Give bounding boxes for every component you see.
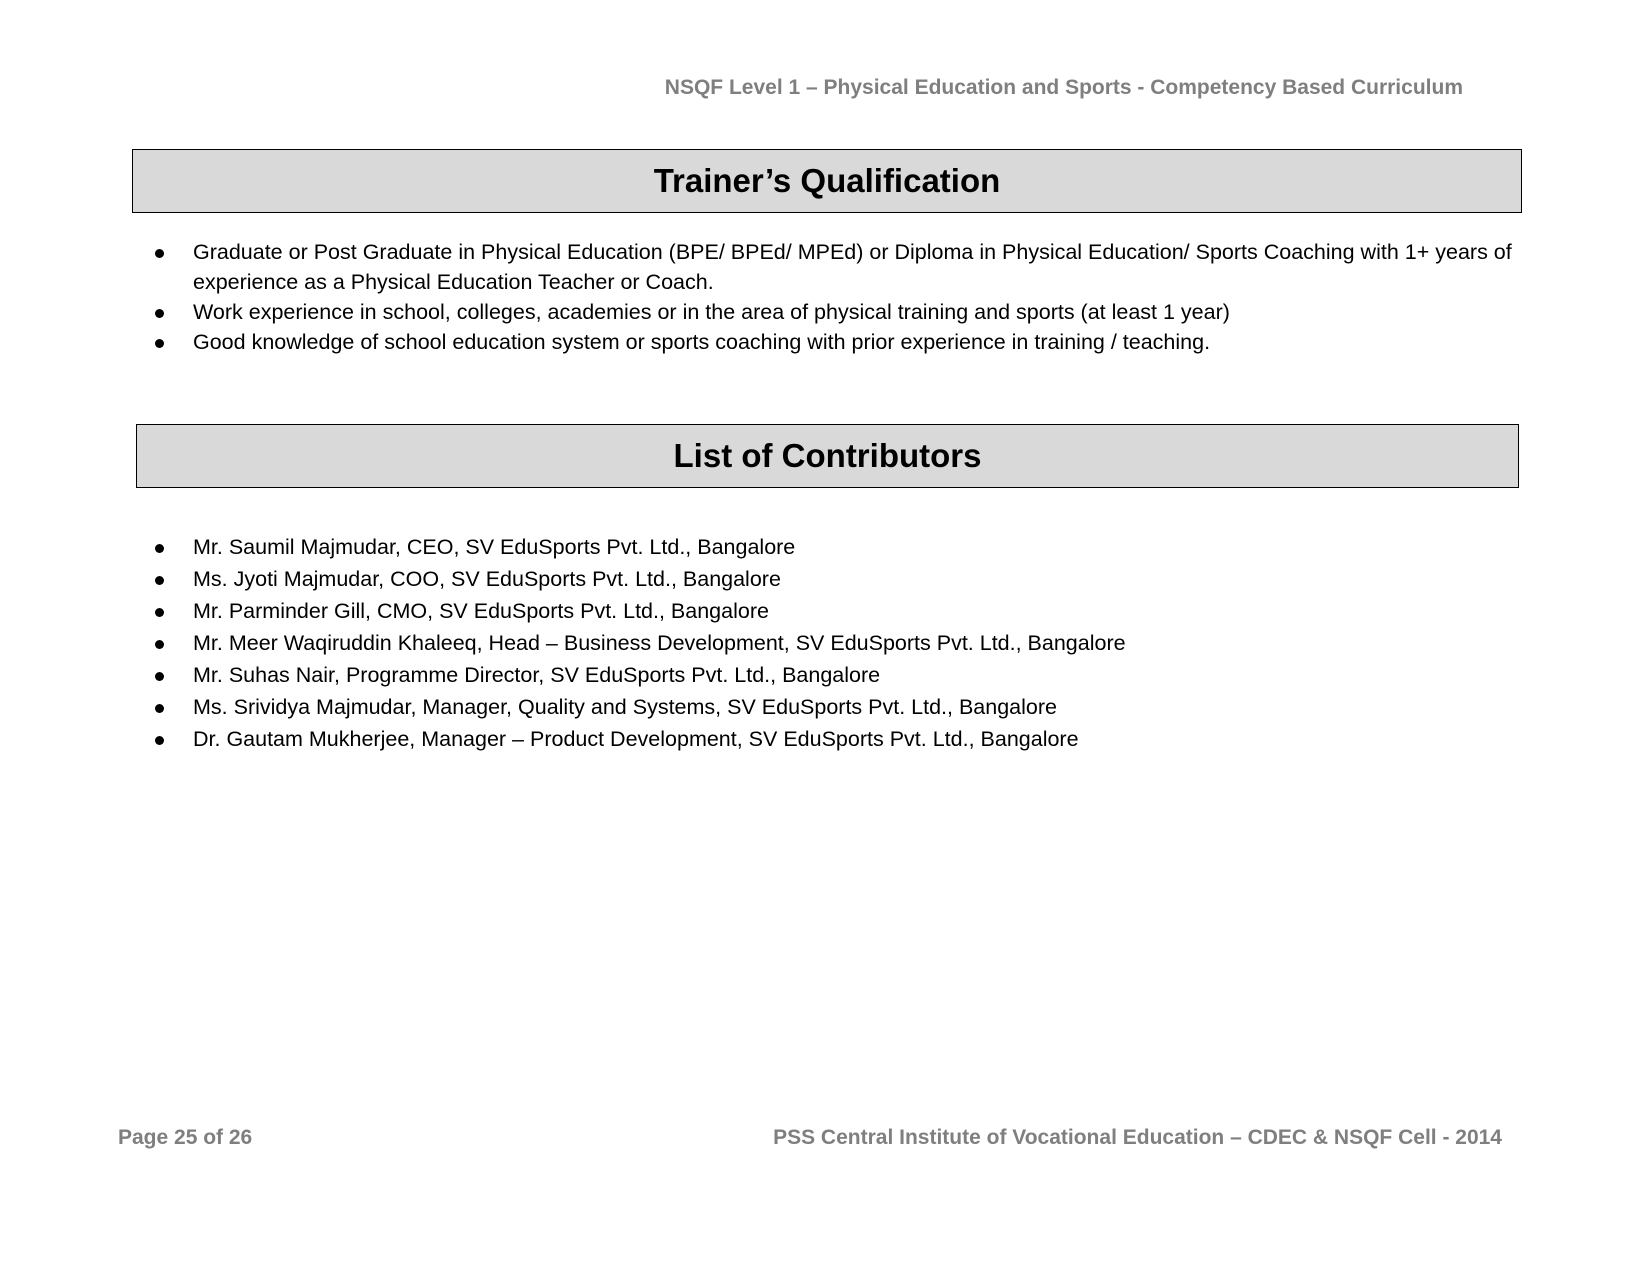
- list-item-text: Dr. Gautam Mukherjee, Manager – Product Development, SV EduSports Pvt. Ltd., Bangalore: [193, 727, 1079, 751]
- contributors-list: [193, 532, 1513, 756]
- footer-institute: PSS Central Institute of Vocational Education – CDEC & NSQF Cell - 2014: [773, 1126, 1502, 1149]
- list-item-text: Mr. Saumil Majmudar, CEO, SV EduSports Pvt. Ltd., Bangalore: [193, 535, 796, 559]
- list-item: [193, 237, 1538, 297]
- list-item: [193, 532, 1513, 564]
- list-item-text: Mr. Suhas Nair, Programme Director, SV EduSports Pvt. Ltd., Bangalore: [193, 663, 881, 687]
- list-item-text: Good knowledge of school education system or sports coaching with prior experience in training / teaching.: [193, 330, 1211, 354]
- bullet-icon: [155, 672, 164, 681]
- list-item-text: Ms. Srividya Majmudar, Manager, Quality and Systems, SV EduSports Pvt. Ltd., Bangalore: [193, 695, 1057, 719]
- bullet-icon: [155, 736, 164, 745]
- bullet-icon: [155, 640, 164, 649]
- list-item: [193, 297, 1538, 327]
- trainer-qualification-list: [193, 237, 1538, 357]
- bullet-icon: [155, 544, 164, 553]
- bullet-icon: [155, 309, 164, 318]
- list-item-text: Mr. Meer Waqiruddin Khaleeq, Head – Business Development, SV EduSports Pvt. Ltd., Bangalore: [193, 631, 1126, 655]
- running-header: NSQF Level 1 – Physical Education and Sports - Competency Based Curriculum: [664, 76, 1463, 99]
- bullet-icon: [155, 704, 164, 713]
- list-item-text: Ms. Jyoti Majmudar, COO, SV EduSports Pvt. Ltd., Bangalore: [193, 567, 781, 591]
- page-number: Page 25 of 26: [118, 1126, 253, 1149]
- list-item: [193, 628, 1513, 660]
- list-item: [193, 692, 1513, 724]
- bullet-icon: [155, 576, 164, 585]
- contributors-heading-box: [136, 424, 1519, 488]
- trainer-qualification-heading-box: [132, 149, 1522, 213]
- list-item: [193, 660, 1513, 692]
- list-item: [193, 564, 1513, 596]
- list-item: [193, 724, 1513, 756]
- bullet-icon: [155, 339, 164, 348]
- list-item-text: Work experience in school, colleges, academies or in the area of physical training and sports (at least 1 year): [193, 300, 1230, 324]
- list-item: [193, 327, 1538, 357]
- bullet-icon: [155, 249, 164, 258]
- trainer-qualification-heading: Trainer’s Qualification: [653, 162, 1001, 199]
- bullet-icon: [155, 608, 164, 617]
- list-item-text: Graduate or Post Graduate in Physical Education (BPE/ BPEd/ MPEd) or Diploma in Physical Education/ Sports Coaching with 1+ years of experience as a Physical Education Teacher or Coach.: [193, 240, 1512, 294]
- list-item: [193, 596, 1513, 628]
- contributors-heading: List of Contributors: [673, 437, 982, 474]
- list-item-text: Mr. Parminder Gill, CMO, SV EduSports Pvt. Ltd., Bangalore: [193, 599, 769, 623]
